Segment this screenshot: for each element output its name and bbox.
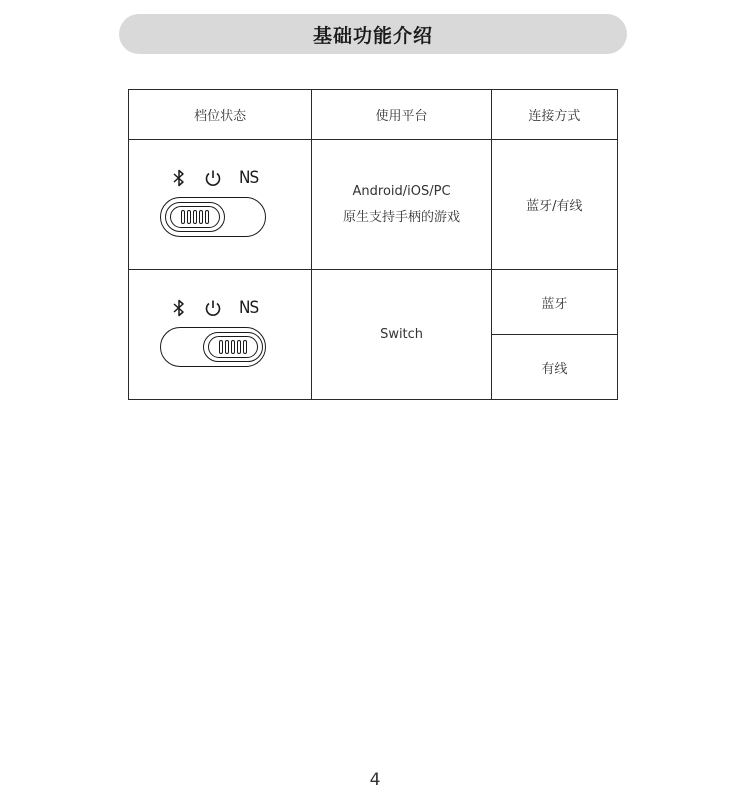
switch-knob xyxy=(203,332,263,362)
platform-cell-1 xyxy=(312,140,491,270)
mode-switch-left xyxy=(160,167,280,243)
header-switch-state: 档位状态 xyxy=(129,90,312,140)
function-table xyxy=(128,89,618,400)
table-row-1 xyxy=(129,140,618,270)
switch-knob xyxy=(165,202,225,232)
power-icon xyxy=(204,299,222,317)
switch-state-cell-1 xyxy=(129,140,312,270)
ns-label: NS xyxy=(239,167,259,188)
section-title-bar xyxy=(119,14,627,54)
platform-cell-2: Switch xyxy=(312,270,491,400)
bluetooth-icon xyxy=(172,169,186,187)
switch-track xyxy=(160,327,266,367)
connection-cell-2-bottom: 有线 xyxy=(491,335,617,400)
page-number: 4 xyxy=(369,770,381,790)
bluetooth-icon xyxy=(172,299,186,317)
table-header-row xyxy=(129,90,618,140)
power-icon xyxy=(204,169,222,187)
switch-track xyxy=(160,197,266,237)
header-connection: 连接方式 xyxy=(491,90,617,140)
switch-symbols xyxy=(172,167,258,189)
connection-cell-2-top: 蓝牙 xyxy=(491,270,617,335)
switch-state-cell-2 xyxy=(129,270,312,400)
connection-cell-1: 蓝牙/有线 xyxy=(491,140,617,270)
platform-line-2: 原生支持手柄的游戏 xyxy=(343,209,461,225)
header-platform: 使用平台 xyxy=(312,90,491,140)
platform-line-1: Android/iOS/PC xyxy=(352,183,451,199)
ns-label: NS xyxy=(239,297,259,318)
table-row-2 xyxy=(129,270,618,335)
mode-switch-right xyxy=(160,297,280,373)
switch-symbols xyxy=(172,297,258,319)
section-title: 基础功能介绍 xyxy=(312,24,433,47)
